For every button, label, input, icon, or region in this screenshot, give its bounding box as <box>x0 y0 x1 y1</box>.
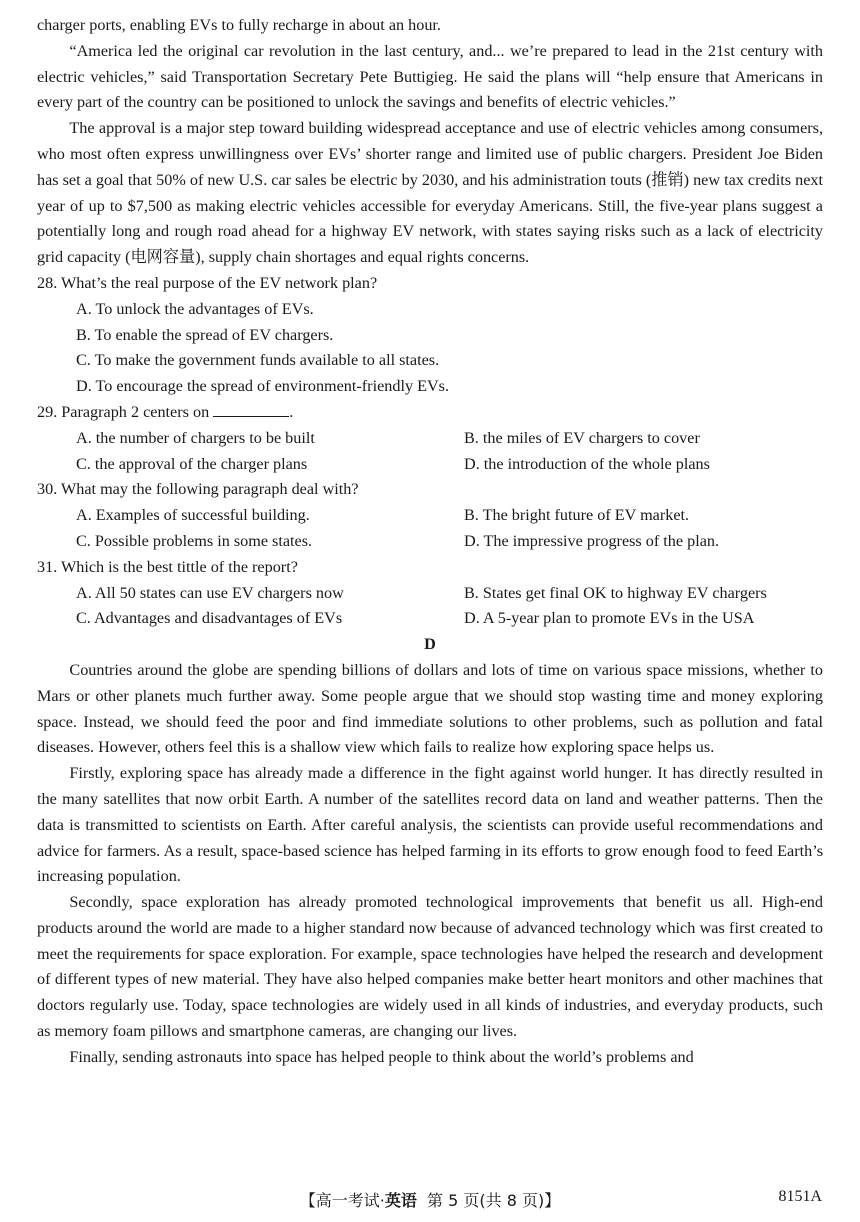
passage-d-paragraph-1: Countries around the globe are spending billions of dollars and lots of time on various space missions, whether to Mars or other planets much further away. Some people argue that we should stop wasting time and money exploring space. Instead, we should feed the poor and find immediate solutions to other problems, such as pollution and fatal diseases. However, others feel this is a shallow view which fails to realize how exploring space helps us. <box>37 660 823 757</box>
footer-paper-code: 8151A <box>778 1188 822 1205</box>
question-29 <box>37 400 823 477</box>
options-row <box>76 426 823 452</box>
option-d: D. A 5-year plan to promote EVs in the USA <box>464 609 755 628</box>
options-row <box>76 503 823 529</box>
option-a: A. the number of chargers to be built <box>76 428 315 447</box>
section-heading-d: D <box>424 635 436 654</box>
option-c: C. Advantages and disadvantages of EVs <box>76 609 343 628</box>
option-b: B. the miles of EV chargers to cover <box>464 428 700 447</box>
question-stem: 30. What may the following paragraph deal with? <box>37 480 359 499</box>
passage-c-paragraph-2: “America led the original car revolution in the last century, and... we’re prepared to lead in the 21st century with electric vehicles,” said Transportation Secretary Pete Buttigieg. He said the plans will “help ensure that Americans in every part of the country can be positioned to unlock the savings and benefits of electric vehicles.” <box>37 41 823 112</box>
footer-bracket-close: 】 <box>544 1191 561 1210</box>
options-row <box>76 529 823 555</box>
option-c: C. the approval of the charger plans <box>76 454 308 473</box>
passage-c-continued-text: charger ports, enabling EVs to fully recharge in about an hour. <box>37 16 441 34</box>
option-a: A. All 50 states can use EV chargers now <box>76 583 344 602</box>
question-options <box>37 426 823 478</box>
question-28 <box>37 271 823 400</box>
question-stem-text: 29. Paragraph 2 centers on <box>37 402 210 421</box>
passage-d-paragraph-4: Finally, sending astronauts into space has helped people to think about the world’s problems and <box>69 1047 694 1066</box>
passage-d-paragraph-3: Secondly, space exploration has already promoted technological improvements that benefit us all. High-end products around the world are made to a higher standard now because of advanced technology which was first created to meet the requirements for space exploration. For example, space technologies have helped the research and development of different types of new material. They have also helped companies make better heart monitors and other machines that doctors regularly use. Today, space technologies are widely used in all kinds of industries, and everyday products, such as memory foam pillows and smartphone cameras, are changing our lives. <box>37 893 823 1041</box>
options-row <box>76 581 823 607</box>
option-d: D. To encourage the spread of environment-friendly EVs. <box>76 377 450 396</box>
options-row <box>76 606 823 632</box>
option-a: A. To unlock the advantages of EVs. <box>76 299 314 318</box>
question-stem: 28. What’s the real purpose of the EV network plan? <box>37 273 378 292</box>
page-footer <box>0 1186 860 1212</box>
question-31 <box>37 555 823 632</box>
question-options <box>37 503 823 555</box>
option-c: C. To make the government funds available to all states. <box>76 351 440 370</box>
question-stem <box>37 400 823 426</box>
footer-exam-info <box>0 1188 860 1211</box>
question-stem: 31. Which is the best tittle of the report? <box>37 557 298 576</box>
footer-page-number: 第 5 页(共 8 页) <box>427 1191 545 1210</box>
option-b: B. To enable the spread of EV chargers. <box>76 325 334 344</box>
footer-bracket-open: 【 <box>299 1191 316 1210</box>
option-d: D. the introduction of the whole plans <box>464 454 710 473</box>
question-stem-end: . <box>289 402 294 421</box>
option-c: C. Possible problems in some states. <box>76 531 313 550</box>
exam-page <box>37 13 823 1071</box>
passage-c-paragraph-3: The approval is a major step toward building widespread acceptance and use of electric vehicles among consumers, who most often express unwillingness over EVs’ shorter range and limited use of public chargers. President Joe Biden has set a goal that 50% of new U.S. car sales be electric by 2030, and his administration touts (推销) new tax credits next year of up to $7,500 as making electric vehicles accessible for everyday Americans. Still, the five-year plans suggest a potentially long and rough road ahead for a highway EV network, with states saying risks such as a lack of electricity grid capacity (电网容量), supply chain shortages and equal rights concerns. <box>37 119 823 267</box>
question-30 <box>37 477 823 554</box>
options-row <box>76 452 823 478</box>
option-a: A. Examples of successful building. <box>76 506 310 525</box>
option-b: B. States get final OK to highway EV chargers <box>464 583 767 602</box>
footer-exam-name: 高一考试 <box>315 1191 380 1210</box>
question-options <box>37 297 823 400</box>
option-b: B. The bright future of EV market. <box>464 506 690 525</box>
footer-subject: 英语 <box>384 1191 417 1210</box>
question-options <box>37 581 823 633</box>
footer-separator: · <box>379 1191 385 1210</box>
passage-d-paragraph-2: Firstly, exploring space has already made a difference in the fight against world hunger. It has directly resulted in the many satellites that now orbit Earth. A number of the satellites record data on land and weather patterns. Then the data is transmitted to scientists on Earth. After careful analysis, the scientists can provide useful recommendations and advice for farmers. As a result, space-based science has helped farming in its efforts to grow enough food to feed Earth’s increasing population. <box>37 764 823 886</box>
option-d: D. The impressive progress of the plan. <box>464 531 720 550</box>
answer-blank <box>213 402 289 417</box>
